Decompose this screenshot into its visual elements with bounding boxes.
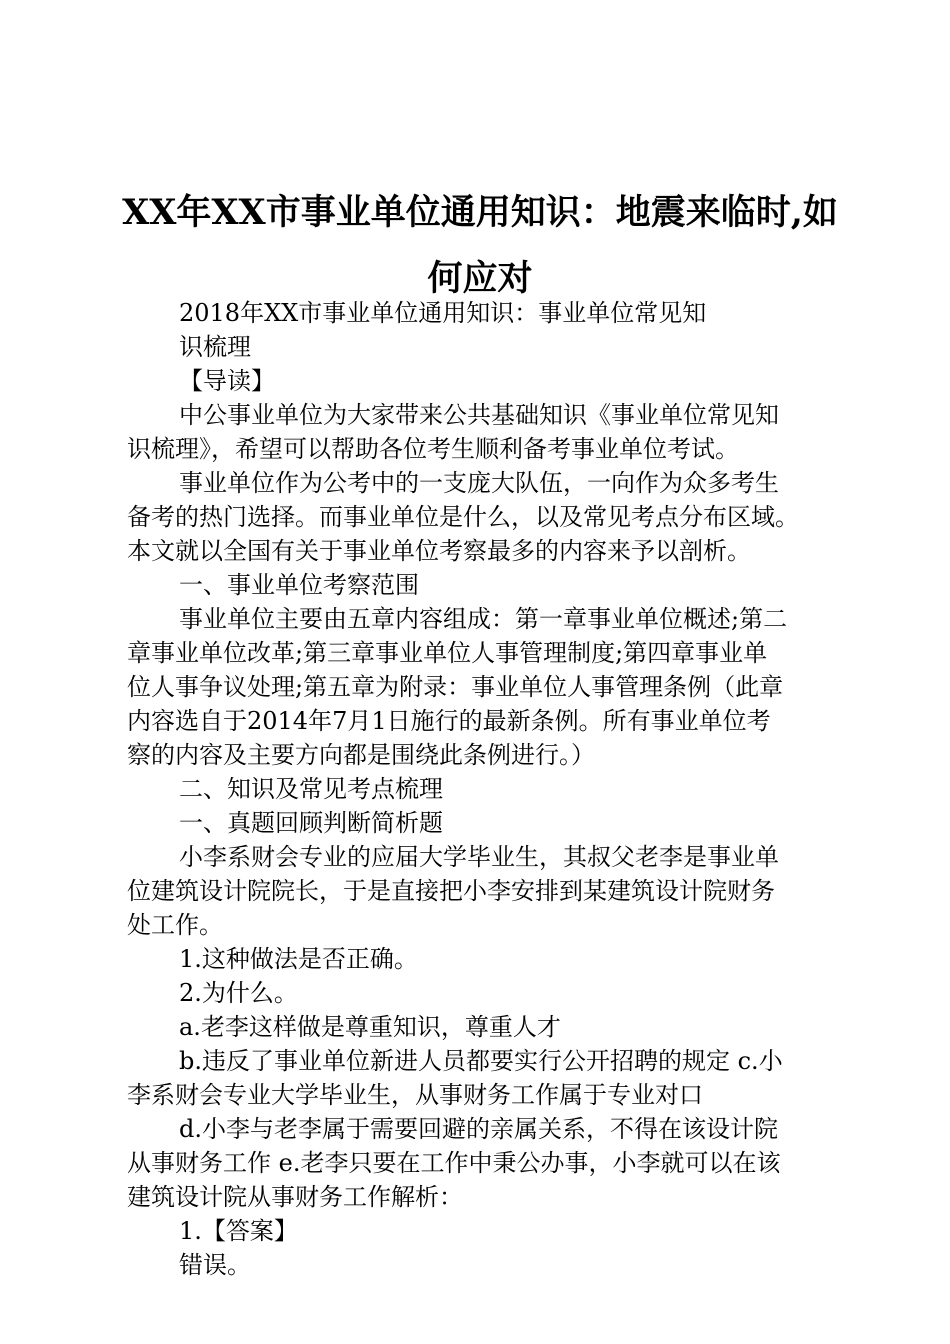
body-line: 察的内容及主要方向都是围绕此条例进行。） [127,741,595,769]
body-line: 备考的热门选择。而事业单位是什么，以及常见考点分布区域。 [127,503,799,531]
body-line: a.老李这样做是尊重知识，尊重人才 [179,1013,561,1041]
body-line: b.违反了事业单位新进人员都要实行公开招聘的规定 c.小 [179,1047,783,1075]
body-line: 中公事业单位为大家带来公共基础知识《事业单位常见知 [179,401,779,429]
body-line: 识梳理 [179,333,251,361]
body-line: 1.这种做法是否正确。 [179,945,418,973]
body-line: 从事财务工作 e.老李只要在工作中秉公办事，小李就可以在该 [127,1149,781,1177]
document-title [110,180,850,312]
body-line: 2018年XX市事业单位通用知识：事业单位常见知 [179,299,707,327]
title-line-1: XX年XX市事业单位通用知识：地震来临时,如 [122,192,838,233]
body-line: 2.为什么。 [179,979,298,1007]
body-line: 一、事业单位考察范围 [179,571,419,599]
body-line: 事业单位主要由五章内容组成：第一章事业单位概述;第二 [179,605,788,633]
title-line-2: 何应对 [427,258,533,299]
body-line: 本文就以全国有关于事业单位考察最多的内容来予以剖析。 [127,537,751,565]
document-body [127,296,840,1282]
body-line: 1.【答案】 [179,1217,298,1245]
body-line: 位建筑设计院院长，于是直接把小李安排到某建筑设计院财务 [127,877,775,905]
body-line: 错误。 [179,1251,251,1279]
body-line: 识梳理》，希望可以帮助各位考生顺利备考事业单位考试。 [127,435,739,463]
body-line: d.小李与老李属于需要回避的亲属关系，不得在该设计院 [179,1115,778,1143]
body-line: 处工作。 [127,911,223,939]
body-line: 二、知识及常见考点梳理 [179,775,443,803]
body-line: 建筑设计院从事财务工作解析： [127,1183,463,1211]
body-line: 小李系财会专业的应届大学毕业生，其叔父老李是事业单 [179,843,779,871]
body-line: 【导读】 [179,367,275,395]
body-line: 李系财会专业大学毕业生，从事财务工作属于专业对口 [127,1081,703,1109]
body-line: 章事业单位改革;第三章事业单位人事管理制度;第四章事业单 [127,639,768,667]
body-line: 内容选自于2014年7月1日施行的最新条例。所有事业单位考 [127,707,771,735]
body-line: 位人事争议处理;第五章为附录：事业单位人事管理条例（此章 [127,673,784,701]
body-line: 一、真题回顾判断简析题 [179,809,443,837]
body-line: 事业单位作为公考中的一支庞大队伍，一向作为众多考生 [179,469,779,497]
